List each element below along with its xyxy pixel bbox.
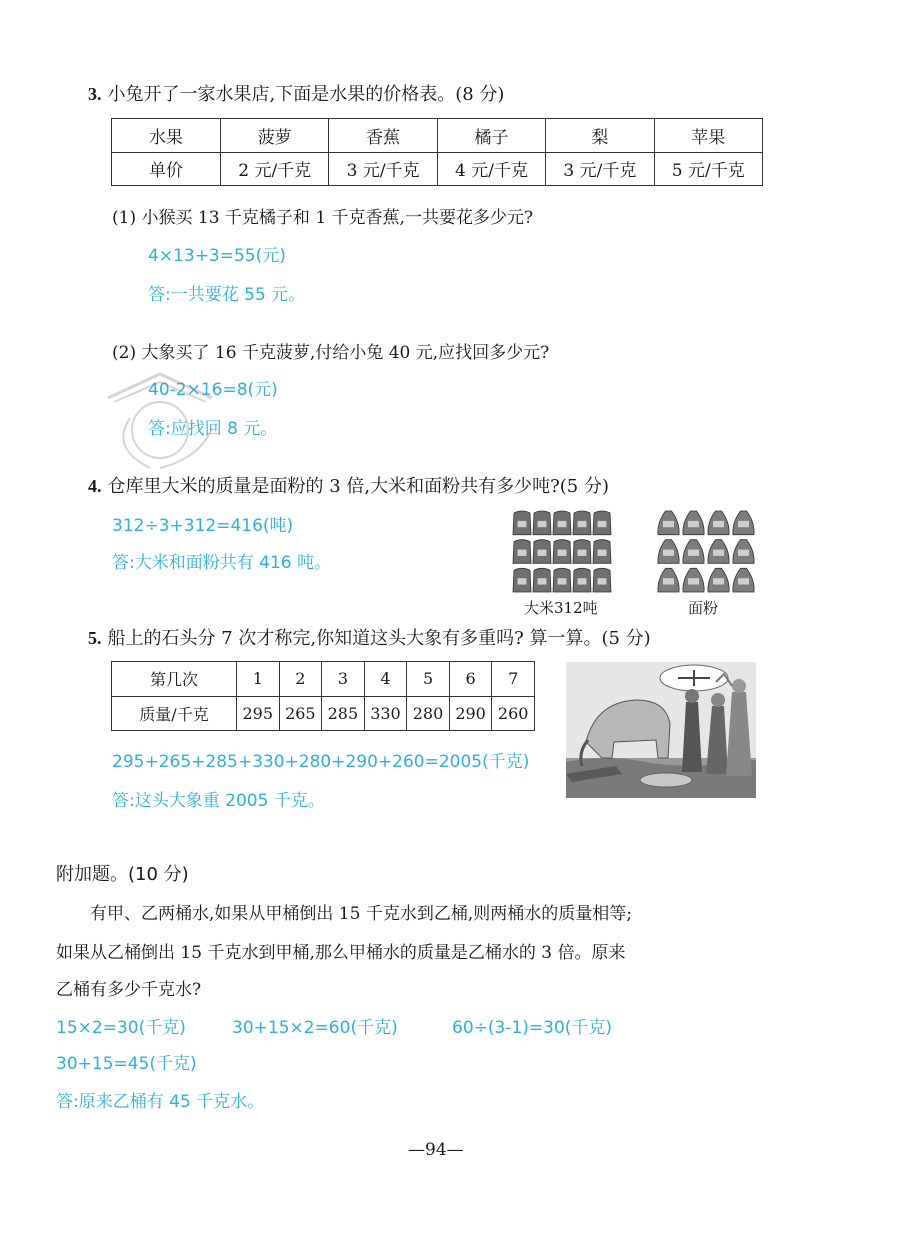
weights-value-cell: 质量/千克 <box>112 696 237 731</box>
weights-table-header-row <box>112 662 535 697</box>
q3-sub2-answer: 答:应找回 8 元。 <box>148 419 278 439</box>
flour-bag-icon <box>683 568 704 592</box>
price-value-cell: 3 元/千克 <box>546 152 654 186</box>
flour-bags-svg <box>656 508 756 594</box>
price-header-cell: 苹果 <box>654 119 762 153</box>
price-value-cell: 5 元/千克 <box>654 152 762 186</box>
flour-bag-icon <box>683 540 704 564</box>
rice-bag-icon <box>593 511 611 535</box>
flour-bag-icon <box>708 568 729 592</box>
weights-value-cell: 260 <box>492 696 535 731</box>
weights-table <box>111 661 535 731</box>
q4-prompt <box>88 472 609 498</box>
page-number: —94— <box>408 1140 464 1160</box>
flour-bag-icon <box>708 540 729 564</box>
weights-value-cell: 295 <box>237 696 280 731</box>
price-value-cell: 4 元/千克 <box>437 152 545 186</box>
bonus-line-2: 如果从乙桶倒出 15 千克水到甲桶,那么甲桶水的质量是乙桶水的 3 倍。原来 <box>56 943 626 963</box>
price-header-cell: 菠萝 <box>221 119 329 153</box>
q4-text: 仓库里大米的质量是面粉的 3 倍,大米和面粉共有多少吨?(5 分) <box>107 476 609 497</box>
price-header-cell: 梨 <box>546 119 654 153</box>
bonus-answer: 答:原来乙桶有 45 千克水。 <box>56 1092 265 1112</box>
price-value-cell: 2 元/千克 <box>221 152 329 186</box>
rice-bag-icon <box>513 511 531 535</box>
weights-header-cell: 2 <box>279 662 322 697</box>
flour-bag-icon <box>683 511 704 535</box>
rice-bag-icon <box>573 568 591 592</box>
weights-value-cell: 290 <box>449 696 492 731</box>
price-value-cell: 3 元/千克 <box>329 152 437 186</box>
weights-header-cell: 4 <box>364 662 407 697</box>
q3-prompt <box>88 80 504 106</box>
rice-bag-icon <box>533 540 551 564</box>
price-header-cell: 橘子 <box>437 119 545 153</box>
flour-bags-illustration <box>656 508 756 594</box>
bonus-line-1: 有甲、乙两桶水,如果从甲桶倒出 15 千克水到乙桶,则两桶水的质量相等; <box>90 904 632 924</box>
flour-bag-icon <box>658 540 679 564</box>
rice-label: 大米312吨 <box>524 599 598 617</box>
flour-label: 面粉 <box>688 599 719 617</box>
rice-bags-svg <box>512 508 612 594</box>
q3-sub1-prompt: (1) 小猴买 13 千克橘子和 1 千克香蕉,一共要花多少元? <box>112 208 534 228</box>
flour-bag-icon <box>658 511 679 535</box>
q5-text: 船上的石头分 7 次才称完,你知道这头大象有多重吗? 算一算。(5 分) <box>107 628 651 649</box>
rice-bags-illustration <box>512 508 612 594</box>
price-table-value-row <box>112 152 763 186</box>
flour-bag-icon <box>708 511 729 535</box>
flour-bag-icon <box>658 568 679 592</box>
rice-bag-icon <box>573 511 591 535</box>
rice-bag-icon <box>513 568 531 592</box>
bonus-equation-2: 30+15×2=60(千克) <box>232 1018 398 1038</box>
q4-equation: 312÷3+312=416(吨) <box>112 516 294 536</box>
bonus-equation-3: 60÷(3-1)=30(千克) <box>452 1018 613 1038</box>
rice-bag-icon <box>533 511 551 535</box>
rice-bag-icon <box>573 540 591 564</box>
weights-header-cell: 5 <box>407 662 450 697</box>
rice-bag-icon <box>553 540 571 564</box>
price-table <box>111 118 763 186</box>
rice-bag-icon <box>553 568 571 592</box>
price-table-header-row <box>112 119 763 153</box>
weights-value-cell: 265 <box>279 696 322 731</box>
q5-equation: 295+265+285+330+280+290+260=2005(千克) <box>112 752 530 772</box>
weights-value-cell: 330 <box>364 696 407 731</box>
q3-text: 小兔开了一家水果店,下面是水果的价格表。(8 分) <box>107 84 505 105</box>
q4-number: 4. <box>88 476 102 496</box>
weights-header-cell: 6 <box>449 662 492 697</box>
q5-prompt <box>88 624 651 650</box>
price-value-cell: 单价 <box>112 152 221 186</box>
rice-bag-icon <box>533 568 551 592</box>
weights-value-cell: 285 <box>322 696 365 731</box>
weights-header-cell: 1 <box>237 662 280 697</box>
elephant-weighing-illustration <box>566 662 756 798</box>
flour-bag-icon <box>733 540 754 564</box>
flour-bag-icon <box>733 511 754 535</box>
bonus-equation-4: 30+15=45(千克) <box>56 1054 197 1074</box>
q3-sub1-answer: 答:一共要花 55 元。 <box>148 285 306 305</box>
price-header-cell: 水果 <box>112 119 221 153</box>
q3-sub1-equation: 4×13+3=55(元) <box>148 246 286 266</box>
rice-bag-icon <box>553 511 571 535</box>
q4-answer: 答:大米和面粉共有 416 吨。 <box>112 553 331 573</box>
q5-answer: 答:这头大象重 2005 千克。 <box>112 791 325 811</box>
rice-bag-icon <box>513 540 531 564</box>
bonus-line-3: 乙桶有多少千克水? <box>56 980 202 1000</box>
rice-bag-icon <box>593 540 611 564</box>
q3-sub2-prompt: (2) 大象买了 16 千克菠萝,付给小兔 40 元,应找回多少元? <box>112 343 550 363</box>
price-header-cell: 香蕉 <box>329 119 437 153</box>
weights-header-cell: 7 <box>492 662 535 697</box>
weights-value-cell: 280 <box>407 696 450 731</box>
weights-header-cell: 第几次 <box>112 662 237 697</box>
q3-number: 3. <box>88 84 102 104</box>
rice-bag-icon <box>593 568 611 592</box>
weights-header-cell: 3 <box>322 662 365 697</box>
bonus-title: 附加题。(10 分) <box>56 864 189 885</box>
bonus-equation-1: 15×2=30(千克) <box>56 1018 186 1038</box>
weights-table-value-row <box>112 696 535 731</box>
q5-number: 5. <box>88 628 102 648</box>
flour-bag-icon <box>733 568 754 592</box>
q3-sub2-equation: 40-2×16=8(元) <box>148 380 278 400</box>
watermark-stamp-icon <box>100 368 220 478</box>
